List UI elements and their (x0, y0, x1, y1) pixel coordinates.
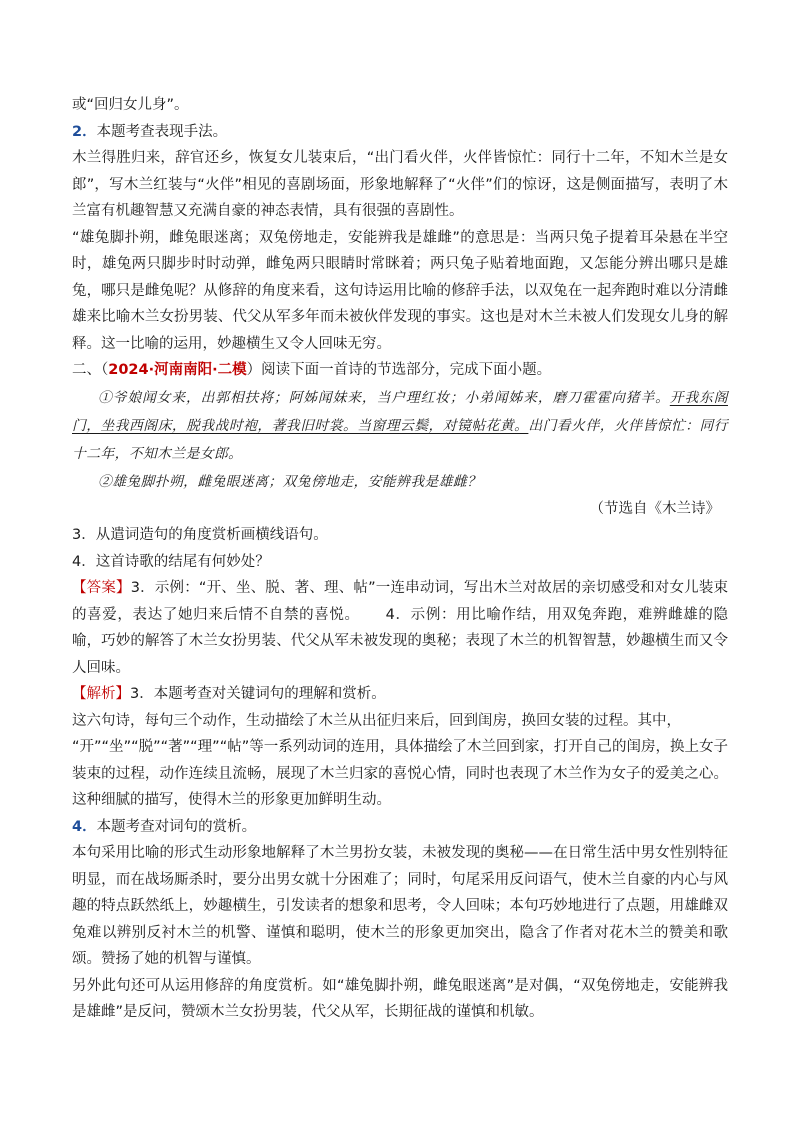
paragraph: 本句采用比喻的形式生动形象地解释了木兰男扮女装，未被发现的奥秘——在日常生活中男女性别特征明显，而在战场厮杀时，要分出男女就十分困难了；同时，句尾采用反问语气，使木兰自豪的内心与风趣的特点跃然纸上，妙趣横生，引发读者的想象和思考，令人回味；本句巧妙地进行了点题，用雄雌双兔难以辨别反衬木兰的机警、谨慎和聪明，使木兰的形象更加突出，隐含了作者对花木兰的赞美和歌颂。赞扬了她的机智与谨慎。 (72, 845, 728, 967)
poem-text: 出门看火伴，火伴皆惊忙：同行十二年，不知木兰是女郎。 (72, 417, 728, 462)
question-text: 4．这首诗歌的结尾有何妙处？ (72, 553, 270, 570)
paragraph: “雄兔脚扑朔，雌兔眼迷离；双兔傍地走，安能辨我是雄雌”的意思是：当两只兔子提着耳朵悬在半空时，雄兔两只脚步时时动弹，雌兔两只眼睛时常眯着；两只兔子贴着地面跑，又怎能分辨出哪只是雄兔，哪只是雌兔呢？从修辞的角度来看，这句诗运用比喻的修辞手法，以双兔在一起奔跑时难以分清雌雄来比喻木兰女扮男装、代父从军多年而未被伙伴发现的事实。这也是对木兰未被人们发现女儿身的解释。这一比喻的运用，妙趣横生又令人回味无穷。 (72, 229, 728, 352)
poem-source: （节选自《木兰诗》 (589, 500, 720, 517)
section-heading (72, 357, 728, 384)
poem-text: ①爷娘闻女来，出郭相扶将；阿姊闻妹来，当户理红妆；小弟闻姊来，磨刀霍霍向猪羊。 (98, 389, 670, 406)
question-text: 3．从遣词造句的角度赏析画横线语句。 (72, 527, 328, 543)
answer-tag: 【答案】 (72, 580, 131, 596)
exam-source: 2024·河南南阳·二模 (108, 362, 247, 378)
paragraph: 木兰得胜归来，辞官还乡，恢复女儿装束后，“出门看火伴，火伴皆惊忙：同行十二年，不知木兰是女郎”，写木兰红装与“火伴”相见的喜剧场面，形象地解释了“火伴”们的惊讶，这是侧面描写，表明了木兰富有机趣智慧又充满自豪的神态表情，具有很强的喜剧性。 (72, 150, 728, 219)
question-number: 2． (72, 123, 97, 140)
document-body (72, 92, 728, 1026)
question-heading (72, 119, 728, 146)
analysis-heading (72, 681, 728, 708)
section-instruction: ）阅读下面一首诗的节选部分，完成下面小题。 (246, 362, 552, 378)
answer-block (72, 575, 728, 681)
underlined-poem-lines: 开我东阁门，坐我西阁床，脱我战时袍，著我旧时裳。当窗理云鬓，对镜帖花黄。 (72, 389, 728, 434)
paragraph (72, 92, 728, 119)
question-title: 本题考查表现手法。 (96, 123, 228, 140)
question-4 (72, 549, 728, 576)
paragraph: 这六句诗，每句三个动作，生动描绘了木兰从出征归来后，回到闺房，换回女装的过程。其中， (72, 712, 681, 729)
question-title: 本题考查对词句的赏析。 (96, 818, 257, 835)
answer-3-text: 3．示例：“开、坐、脱、著、理、帖”一连串动词，写出木兰对故居的亲切感受和对女儿装束的喜爱，表达了她归来后情不自禁的喜悦。 (72, 580, 728, 623)
question-heading (72, 814, 728, 841)
poem-stanza-2: ②雄兔脚扑朔，雌兔眼迷离；双兔傍地走，安能辨我是雄雌？ (98, 473, 482, 490)
analysis-tag: 【解析】 (72, 686, 130, 702)
paragraph: “开”“坐”“脱”“著”“理”“帖”等一系列动词的连用，具体描绘了木兰回到家，打开自己的闺房，换上女子装束的过程，动作连续且流畅，展现了木兰归家的喜悦心情，同时也表现了木兰作为女子的爱美之心。这种细腻的描写，使得木兰的形象更加鲜明生动。 (72, 739, 728, 808)
answer-4-text: 4．示例：用比喻作结，用双兔奔跑，难辨雌雄的隐喻，巧妙的解答了木兰女扮男装、代父从军未被发现的奥秘；表现了木兰的机智智慧，妙趣横生而又令人回味。 (72, 606, 728, 676)
text-line: 或“回归女儿身”。 (72, 97, 189, 113)
question-3 (72, 522, 728, 549)
question-number: 4． (72, 818, 97, 835)
analysis-3-title: 3．本题考查对关键词句的理解和赏析。 (130, 686, 386, 702)
poem-stanza-1 (72, 384, 728, 468)
paragraph: 另外此句还可从运用修辞的角度赏析。如“雄兔脚扑朔，雌兔眼迷离”是对偶，“双兔傍地走，安能辨我是雄雌”是反问，赞颂木兰女扮男装，代父从军，长期征战的谨慎和机敏。 (72, 977, 728, 1020)
section-prefix: 二、（ (72, 362, 109, 378)
